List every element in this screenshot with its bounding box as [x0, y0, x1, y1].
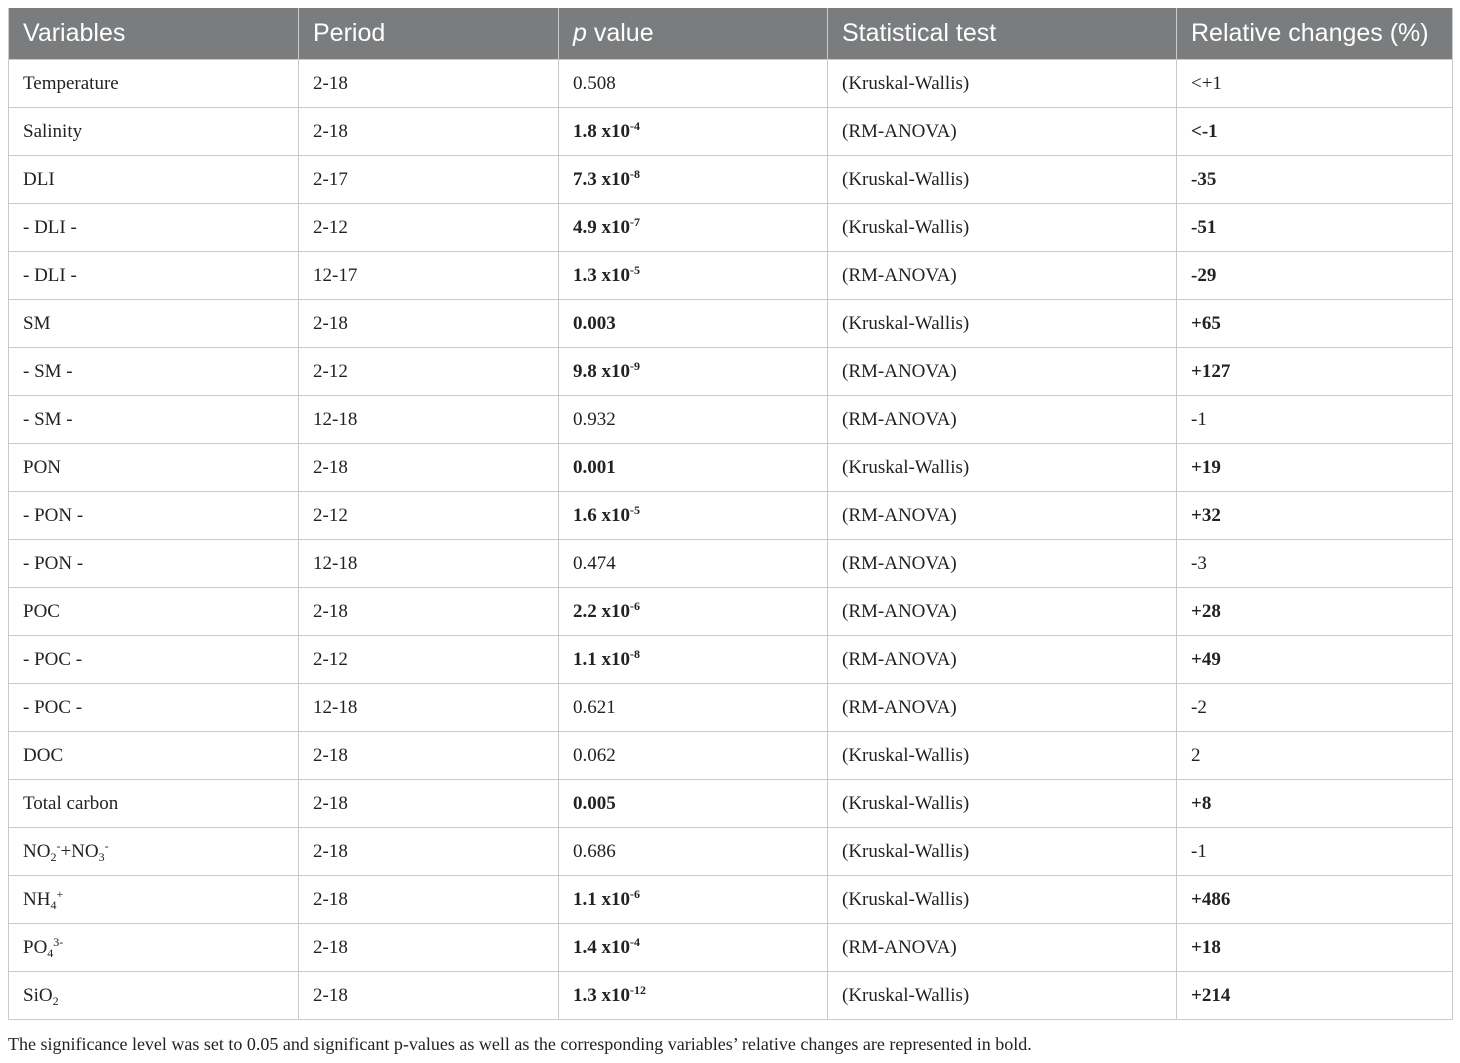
- cell-period: 2-12: [299, 348, 559, 396]
- cell-variable: Temperature: [9, 60, 299, 108]
- variable-part: SiO: [23, 984, 53, 1006]
- table-row: [9, 636, 1453, 684]
- cell-period: 2-12: [299, 492, 559, 540]
- variable-part: 4: [50, 897, 57, 912]
- cell-p-value: [559, 396, 828, 444]
- cell-statistical-test: (RM-ANOVA): [828, 684, 1177, 732]
- table-row: [9, 300, 1453, 348]
- table-row: [9, 204, 1453, 252]
- cell-period: 2-12: [299, 636, 559, 684]
- cell-variable: PON: [9, 444, 299, 492]
- cell-variable: DLI: [9, 156, 299, 204]
- table-row: [9, 828, 1453, 876]
- cell-period: 2-18: [299, 108, 559, 156]
- cell-period: 2-18: [299, 972, 559, 1020]
- cell-variable: - DLI -: [9, 204, 299, 252]
- p-value-mantissa: 9.8 x10: [573, 360, 630, 382]
- variable-part: 3: [98, 849, 105, 864]
- cell-variable: - PON -: [9, 540, 299, 588]
- cell-variable: - DLI -: [9, 252, 299, 300]
- cell-statistical-test: (RM-ANOVA): [828, 492, 1177, 540]
- cell-statistical-test: (RM-ANOVA): [828, 396, 1177, 444]
- cell-p-value: [559, 588, 828, 636]
- table-row: [9, 732, 1453, 780]
- cell-p-value: [559, 828, 828, 876]
- cell-relative-change: +18: [1177, 924, 1453, 972]
- p-value-exponent: -5: [630, 502, 640, 517]
- cell-p-value: [559, 540, 828, 588]
- p-value-exponent: -12: [630, 982, 646, 997]
- table-row: [9, 924, 1453, 972]
- table-header-row: [9, 8, 1453, 60]
- cell-relative-change: -35: [1177, 156, 1453, 204]
- cell-variable: Total carbon: [9, 780, 299, 828]
- cell-p-value: [559, 60, 828, 108]
- p-value-exponent: -5: [630, 262, 640, 277]
- cell-statistical-test: (Kruskal-Wallis): [828, 444, 1177, 492]
- cell-period: 2-18: [299, 60, 559, 108]
- cell-variable: Salinity: [9, 108, 299, 156]
- table-row: [9, 252, 1453, 300]
- cell-statistical-test: (RM-ANOVA): [828, 108, 1177, 156]
- header-statistical-test: Statistical test: [828, 8, 1177, 60]
- cell-period: 2-17: [299, 156, 559, 204]
- cell-p-value: [559, 636, 828, 684]
- cell-variable: DOC: [9, 732, 299, 780]
- p-value-mantissa: 1.4 x10: [573, 936, 630, 958]
- cell-period: 2-18: [299, 732, 559, 780]
- cell-statistical-test: (Kruskal-Wallis): [828, 156, 1177, 204]
- cell-variable: - POC -: [9, 684, 299, 732]
- variable-part: 2: [52, 993, 59, 1008]
- variable-part: +NO: [60, 840, 99, 862]
- results-table-container: [8, 8, 1452, 1020]
- p-value-mantissa: 0.003: [573, 312, 616, 334]
- cell-variable: [9, 828, 299, 876]
- cell-variable: [9, 924, 299, 972]
- cell-p-value: [559, 444, 828, 492]
- table-row: [9, 348, 1453, 396]
- table-row: [9, 444, 1453, 492]
- p-value-mantissa: 0.474: [573, 552, 616, 574]
- cell-statistical-test: (RM-ANOVA): [828, 252, 1177, 300]
- cell-relative-change: -1: [1177, 396, 1453, 444]
- p-value-mantissa: 0.508: [573, 72, 616, 94]
- p-value-mantissa: 0.001: [573, 456, 616, 478]
- variable-part: -: [56, 838, 61, 853]
- cell-statistical-test: (Kruskal-Wallis): [828, 300, 1177, 348]
- cell-variable: - PON -: [9, 492, 299, 540]
- cell-statistical-test: (RM-ANOVA): [828, 924, 1177, 972]
- cell-p-value: [559, 204, 828, 252]
- cell-variable: - POC -: [9, 636, 299, 684]
- cell-relative-change: +127: [1177, 348, 1453, 396]
- cell-relative-change: +214: [1177, 972, 1453, 1020]
- variable-part: 2: [50, 849, 57, 864]
- statistics-table: [8, 8, 1453, 1020]
- p-value-mantissa: 0.062: [573, 744, 616, 766]
- cell-p-value: [559, 300, 828, 348]
- variable-part: NO: [23, 840, 51, 862]
- header-variables: Variables: [9, 8, 299, 60]
- cell-relative-change: -29: [1177, 252, 1453, 300]
- cell-period: 2-18: [299, 588, 559, 636]
- table-row: [9, 108, 1453, 156]
- cell-relative-change: 2: [1177, 732, 1453, 780]
- cell-relative-change: -1: [1177, 828, 1453, 876]
- cell-variable: - SM -: [9, 396, 299, 444]
- table-body: [9, 60, 1453, 1020]
- variable-part: NH: [23, 888, 51, 910]
- cell-p-value: [559, 732, 828, 780]
- table-row: [9, 60, 1453, 108]
- cell-period: 2-18: [299, 876, 559, 924]
- p-value-exponent: -8: [630, 646, 640, 661]
- cell-statistical-test: (RM-ANOVA): [828, 348, 1177, 396]
- cell-statistical-test: (Kruskal-Wallis): [828, 204, 1177, 252]
- variable-part: 3-: [53, 934, 64, 949]
- cell-variable: - SM -: [9, 348, 299, 396]
- table-row: [9, 540, 1453, 588]
- cell-statistical-test: (RM-ANOVA): [828, 588, 1177, 636]
- p-value-mantissa: 1.3 x10: [573, 984, 630, 1006]
- cell-relative-change: -3: [1177, 540, 1453, 588]
- p-value-exponent: -6: [630, 598, 640, 613]
- cell-p-value: [559, 780, 828, 828]
- cell-variable: [9, 972, 299, 1020]
- header-period: Period: [299, 8, 559, 60]
- p-value-mantissa: 0.686: [573, 840, 616, 862]
- p-value-mantissa: 7.3 x10: [573, 168, 630, 190]
- p-value-mantissa: 0.932: [573, 408, 616, 430]
- cell-relative-change: +8: [1177, 780, 1453, 828]
- cell-statistical-test: (Kruskal-Wallis): [828, 780, 1177, 828]
- p-value-mantissa: 4.9 x10: [573, 216, 630, 238]
- cell-relative-change: +65: [1177, 300, 1453, 348]
- cell-relative-change: -51: [1177, 204, 1453, 252]
- cell-period: 12-18: [299, 396, 559, 444]
- cell-variable: SM: [9, 300, 299, 348]
- table-row: [9, 780, 1453, 828]
- p-value-exponent: -4: [630, 934, 640, 949]
- cell-relative-change: +32: [1177, 492, 1453, 540]
- cell-p-value: [559, 876, 828, 924]
- p-value-exponent: -7: [630, 214, 640, 229]
- cell-period: 2-18: [299, 828, 559, 876]
- table-row: [9, 156, 1453, 204]
- table-footnote: The significance level was set to 0.05 and significant p-values as well as the corresponding variables’ relative changes are represented in bold.: [8, 1034, 1032, 1054]
- cell-period: 2-18: [299, 924, 559, 972]
- p-value-exponent: -9: [630, 358, 640, 373]
- cell-period: 12-17: [299, 252, 559, 300]
- cell-variable: [9, 876, 299, 924]
- cell-p-value: [559, 492, 828, 540]
- variable-part: 4: [47, 945, 54, 960]
- cell-period: 12-18: [299, 684, 559, 732]
- p-value-exponent: -6: [630, 886, 640, 901]
- cell-statistical-test: (RM-ANOVA): [828, 636, 1177, 684]
- p-value-exponent: -8: [630, 166, 640, 181]
- cell-p-value: [559, 924, 828, 972]
- variable-part: -: [104, 838, 109, 853]
- cell-statistical-test: (RM-ANOVA): [828, 540, 1177, 588]
- table-row: [9, 684, 1453, 732]
- cell-p-value: [559, 252, 828, 300]
- header-p-value-rest: value: [586, 19, 654, 47]
- cell-statistical-test: (Kruskal-Wallis): [828, 732, 1177, 780]
- cell-statistical-test: (Kruskal-Wallis): [828, 60, 1177, 108]
- cell-p-value: [559, 348, 828, 396]
- cell-p-value: [559, 972, 828, 1020]
- p-value-mantissa: 1.8 x10: [573, 120, 630, 142]
- table-row: [9, 588, 1453, 636]
- cell-p-value: [559, 108, 828, 156]
- cell-relative-change: +28: [1177, 588, 1453, 636]
- cell-relative-change: -2: [1177, 684, 1453, 732]
- cell-period: 2-12: [299, 204, 559, 252]
- p-value-mantissa: 1.1 x10: [573, 888, 630, 910]
- table-row: [9, 972, 1453, 1020]
- header-p-value: [559, 8, 828, 60]
- p-value-exponent: -4: [630, 118, 640, 133]
- p-value-mantissa: 1.1 x10: [573, 648, 630, 670]
- cell-relative-change: +19: [1177, 444, 1453, 492]
- cell-variable: POC: [9, 588, 299, 636]
- cell-statistical-test: (Kruskal-Wallis): [828, 828, 1177, 876]
- cell-relative-change: +49: [1177, 636, 1453, 684]
- p-value-mantissa: 0.621: [573, 696, 616, 718]
- p-value-mantissa: 1.6 x10: [573, 504, 630, 526]
- cell-period: 2-18: [299, 780, 559, 828]
- cell-period: 12-18: [299, 540, 559, 588]
- cell-period: 2-18: [299, 300, 559, 348]
- cell-period: 2-18: [299, 444, 559, 492]
- header-p-value-italic: p: [573, 19, 587, 47]
- cell-relative-change: <+1: [1177, 60, 1453, 108]
- p-value-mantissa: 2.2 x10: [573, 600, 630, 622]
- p-value-mantissa: 1.3 x10: [573, 264, 630, 286]
- cell-relative-change: <-1: [1177, 108, 1453, 156]
- header-relative-changes: Relative changes (%): [1177, 8, 1453, 60]
- variable-part: +: [56, 886, 64, 901]
- cell-p-value: [559, 156, 828, 204]
- variable-part: PO: [23, 936, 48, 958]
- p-value-mantissa: 0.005: [573, 792, 616, 814]
- cell-p-value: [559, 684, 828, 732]
- cell-relative-change: +486: [1177, 876, 1453, 924]
- cell-statistical-test: (Kruskal-Wallis): [828, 972, 1177, 1020]
- table-row: [9, 876, 1453, 924]
- table-row: [9, 492, 1453, 540]
- table-row: [9, 396, 1453, 444]
- cell-statistical-test: (Kruskal-Wallis): [828, 876, 1177, 924]
